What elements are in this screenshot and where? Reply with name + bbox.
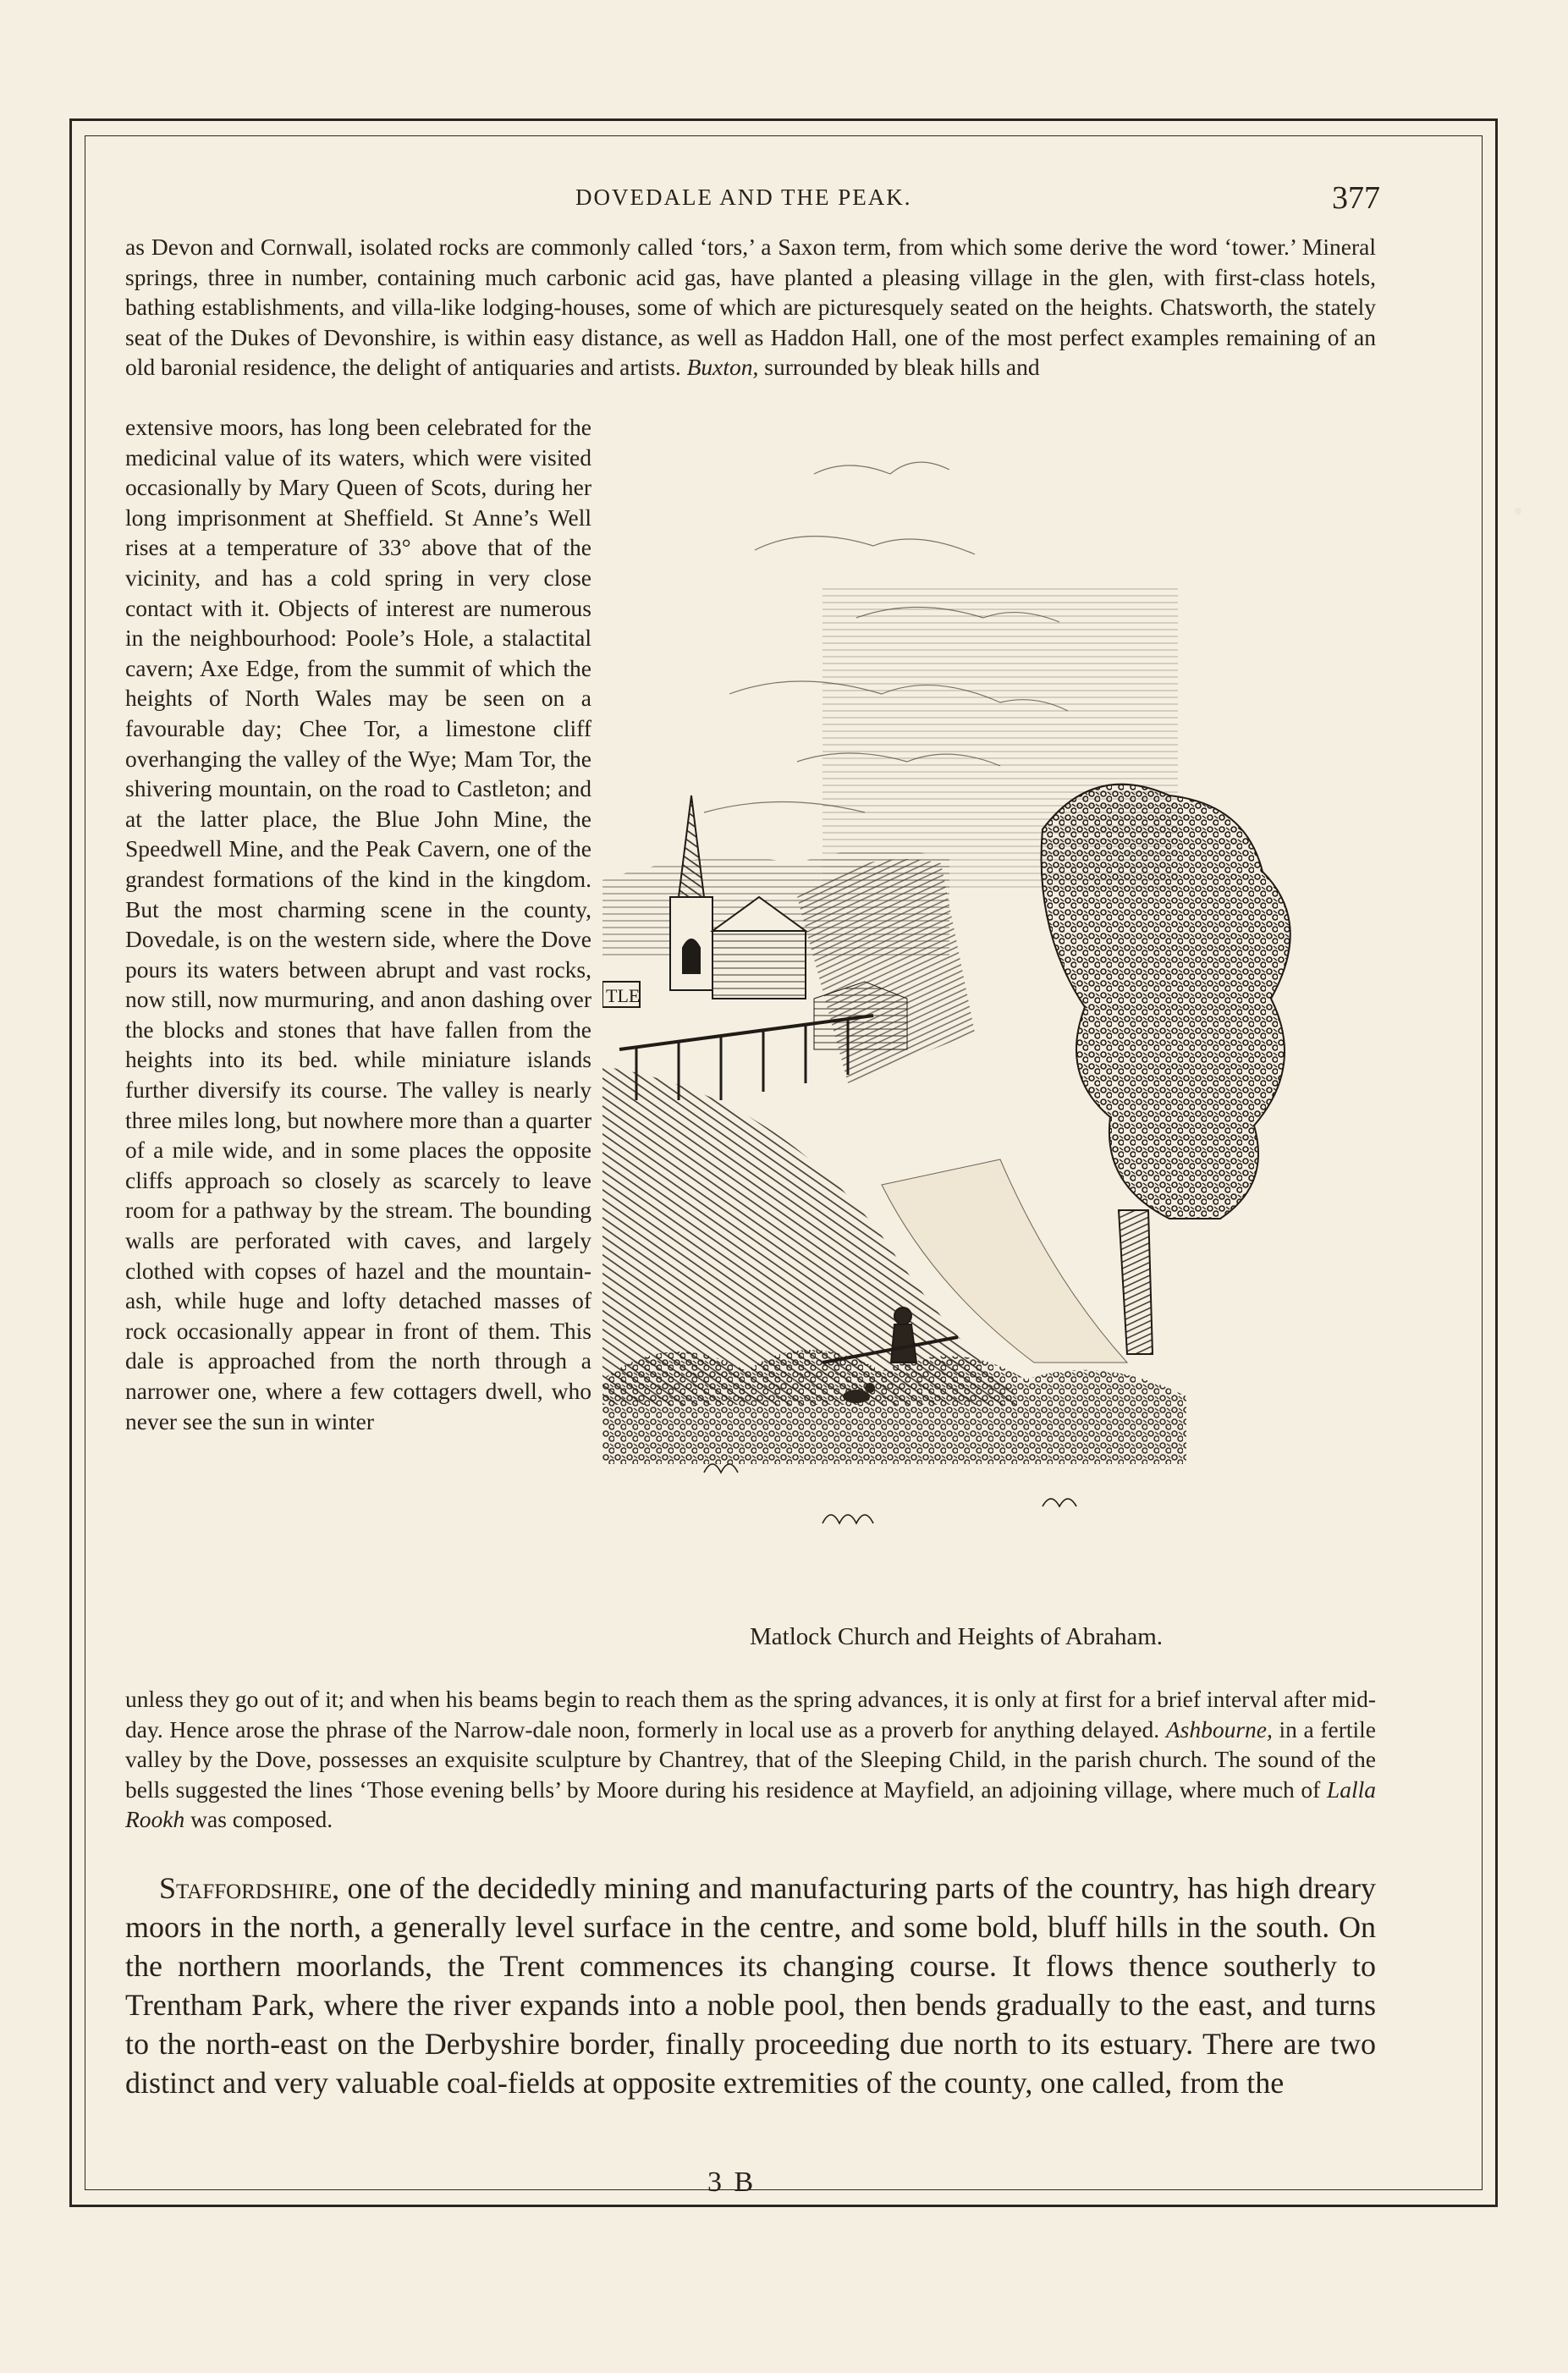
- top-paragraph-end: surrounded by bleak hills and: [764, 354, 1040, 381]
- tree-large: [1042, 785, 1290, 1219]
- bottom-paragraph-middle: in a fertile valley by the Dove, possesses an exquisite sculpture by Chantrey, that of the Sleeping Child, in the parish church. The sound of the bells suggested the lines ‘Those evening bells’ by Moore during his residence at Mayfield, an adjoining village, where much of: [125, 1715, 1377, 1803]
- paper-spot: [1515, 508, 1521, 515]
- left-column-text: [125, 412, 591, 1436]
- bottom-paragraph: [125, 1684, 1376, 1835]
- staffordshire-paragraph: [125, 1869, 1376, 2102]
- left-column-paragraph: extensive moors, has long been celebrated for the medicinal value of its waters, which were visited occasionally by Mary Queen of Scots, during her long imprisonment at Sheffield. St Anne’s Well rises at a temperature of 33° above that of the vicinity, and has a cold spring in very close contact with it. Objects of interest are numerous in the neighbourhood: Poole’s Hole, a stalactital cavern; Axe Edge, from the summit of which the heights of North Wales may be seen on a favourable day; Chee Tor, a limestone cliff overhanging the valley of the Wye; Mam Tor, the shivering mountain, on the road to Castleton; and at the latter place, the Blue John Mine, the Speedwell Mine, and the Peak Cavern, one of the grandest formations of the kind in the kingdom. But the most charming scene in the county, Dovedale, is on the western side, where the Dove pours its waters between abrupt and vast rocks, now still, now murmuring, and anon dashing over the blocks and stones that have fallen from the heights into its bed. while miniature islands further diversify its course. The valley is nearly three miles long, but nowhere more than a quarter of a mile wide, and in some places the opposite cliffs approach so closely as scarcely to leave room for a pathway by the stream. The bounding walls are perforated with caves, and largely clothed with copses of hazel and the mountain-ash, while huge and lofty detached masses of rock occasionally appear in front of them. This dale is approached from the north through a narrower one, where a few cottagers dwell, who never see the sun in winter: [125, 414, 591, 1434]
- top-paragraph: [125, 232, 1376, 383]
- signature-mark: 3 B: [707, 2167, 756, 2198]
- staffordshire-text: one of the decidedly mining and manufacturing parts of the country, has high dreary moors in the north, a generally level surface in the centre, and some bold, bluff hills in the south. On the northern moorlands, the Trent commences its changing course. It flows thence southerly to Trentham Park, where the river expands into a noble pool, then bends gradually to the east, and turns to the north-east on the Derbyshire border, finally proceeding due north to its estuary. There are two distinct and very valuable coal-fields at opposite extremities of the county, one called, from the: [125, 1871, 1376, 2100]
- book-title: Lalla Rookh: [125, 1776, 1376, 1833]
- page-number: 377: [1332, 180, 1380, 216]
- foreground-bushes: [602, 1350, 1186, 1464]
- place-name-buxton: Buxton,: [686, 354, 759, 381]
- bottom-paragraph-end: was composed.: [190, 1806, 333, 1833]
- top-paragraph-text: as Devon and Cornwall, isolated rocks are commonly called ‘tors,’ a Saxon term, from which some derive the word ‘tower.’ Mineral springs, three in number, containing much carbonic acid gas, have planted a pleasing village in the glen, with first-class hotels, bathing establishments, and villa-like lodging-houses, some of which are picturesquely seated on the heights. Chatsworth, the stately seat of the Dukes of Devonshire, is within easy distance, as well as Haddon Hall, one of the most perfect examples remaining of an old baronial residence, the delight of antiquaries and artists.: [125, 234, 1376, 381]
- engraving-illustration: [602, 423, 1364, 1625]
- staffordshire-lead: Staffordshire,: [159, 1871, 340, 1905]
- sign: [602, 982, 640, 1007]
- place-name-ashbourne: Ashbourne,: [1165, 1715, 1273, 1743]
- tree-trunk: [1119, 1210, 1153, 1354]
- illustration-caption: Matlock Church and Heights of Abraham.: [750, 1623, 1164, 1650]
- grass-scribbles: [704, 1464, 1076, 1523]
- bottom-paragraph-text: unless they go out of it; and when his beams begin to reach them as the spring advances, it is only at first for a brief interval after mid-day. Hence arose the phrase of the Narrow-dale noon, formerly in local use as a proverb for anything delayed.: [125, 1686, 1376, 1743]
- running-head: DOVEDALE AND THE PEAK.: [575, 184, 912, 210]
- sign-text: TLE: [606, 985, 641, 1006]
